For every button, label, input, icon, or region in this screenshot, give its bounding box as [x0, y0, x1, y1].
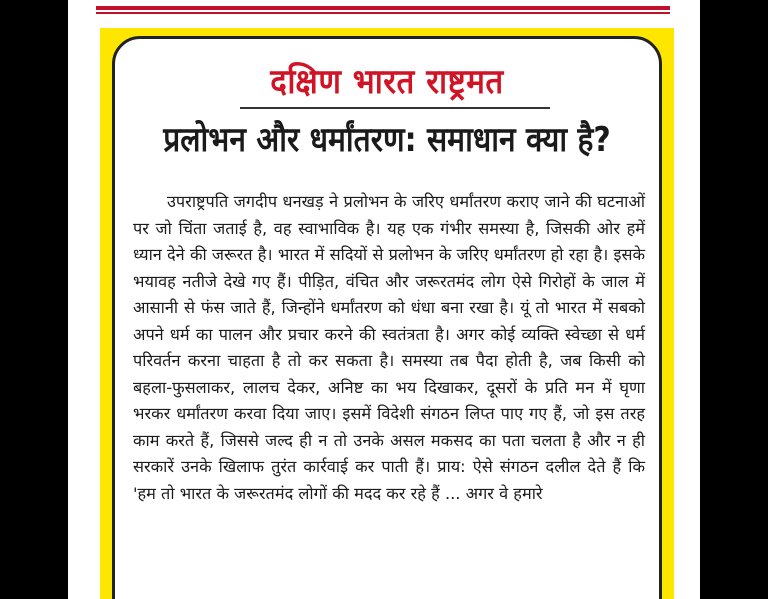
top-red-rule — [96, 6, 670, 10]
newspaper-page — [68, 0, 700, 599]
masthead-title: दक्षिण भारत राष्ट्रमत — [270, 62, 504, 102]
masthead-divider — [240, 107, 550, 109]
editorial-card — [112, 36, 662, 599]
top-red-rule-thin — [96, 12, 670, 14]
article-body: उपराष्ट्रपति जगदीप धनखड़ ने प्रलोभन के जरिए धर्मांतरण कराए जाने की घटनाओं पर जो चिंता जताई है, वह स्वाभाविक है। यह एक गंभीर समस्या है, जिसकी ओर हमें ध्यान देने की जरूरत है। भारत में सदियों से प्रलोभन के जरिए धर्मांतरण हो रहा है। इसके भयावह नतीजे देखे गए हैं। पीड़ित, वंचित और जरूरतमंद लोग ऐसे गिरोहों के जाल में आसानी से फंस जाते हैं, जिन्होंने धर्मांतरण को धंधा बना रखा है। यूं तो भारत में सबको अपने धर्म का पालन और प्रचार करने की स्वतंत्रता है। अगर कोई व्यक्ति स्वेच्छा से धर्म परिवर्तन करना चाहता है तो कर सकता है। समस्या तब पैदा होती है, जब किसी को बहला-फुसलाकर, लालच देकर, अनिष्ट का भय दिखाकर, दूसरों के प्रति मन में घृणा भरकर धर्मांतरण करवा दिया जाए। इसमें विदेशी संगठन लिप्त पाए गए हैं, जो इस तरह काम करते हैं, जिससे जल्द ही न तो उनके असल मकसद का पता चलता है और न ही सरकारें उनके खिलाफ तुरंत कार्रवाई कर पाती हैं। प्राय: ऐसे संगठन दलील देते हैं कि 'हम तो भारत के जरूरतमंद लोगों की मदद कर रहे हैं ... अगर वे हमारे — [133, 192, 645, 503]
article-headline: प्रलोभन और धर्मांतरण: समाधान क्या है? — [163, 120, 611, 160]
